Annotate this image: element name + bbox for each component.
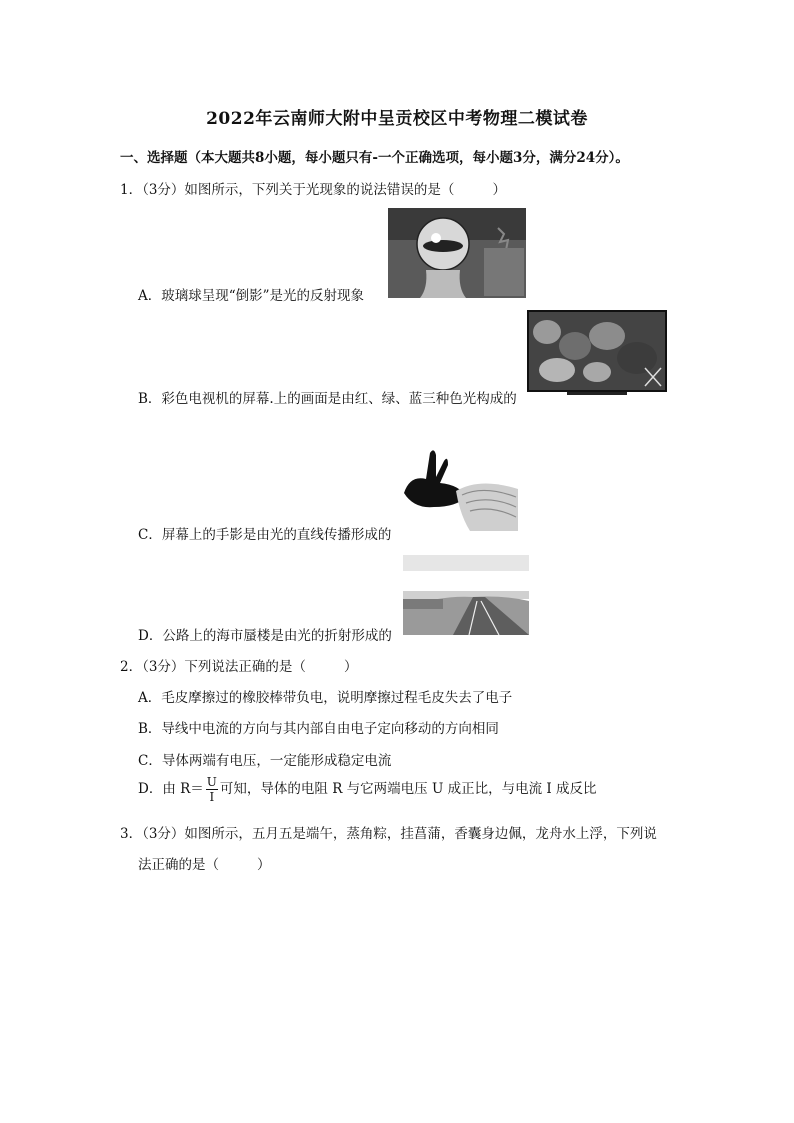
- question-2-option-a: A．毛皮摩擦过的橡胶棒带负电，说明摩擦过程毛皮失去了电子: [138, 690, 513, 706]
- question-3-stem-line-2: [138, 853, 271, 873]
- question-2-stem-close: ）: [343, 659, 358, 675]
- question-1-option-b: B．彩色电视机的屏幕.上的画面是由红、绿、蓝三种色光构成的: [138, 391, 517, 407]
- formula-fraction: [206, 776, 218, 803]
- option-d-suffix: 可知，导体的电阻 R 与它两端电压 U 成正比，与电流 I 成反比: [219, 781, 597, 797]
- question-1-stem-close: ）: [492, 182, 506, 198]
- question-1-option-c: C．屏幕上的手影是由光的直线传播形成的: [138, 527, 392, 543]
- question-2-option-b: B．导线中电流的方向与其内部自由电子定向移动的方向相同: [138, 721, 499, 737]
- question-2-option-d: [138, 776, 597, 803]
- question-2-stem: [120, 655, 357, 675]
- color-tv-image: [527, 310, 667, 396]
- question-1-stem: [120, 178, 506, 198]
- question-2-stem-text: 2．（3分）下列说法正确的是（: [120, 659, 306, 675]
- question-3-stem-line-1: 3．（3分）如图所示，五月五是端午，蒸角粽，挂菖蒲，香囊身边佩，龙舟水上浮，下列说: [120, 826, 657, 842]
- option-d-prefix: D．由 R＝: [138, 781, 204, 797]
- page-title: 2022年云南师大附中呈贡校区中考物理二模试卷: [206, 109, 588, 129]
- color-tv-photo: [527, 310, 667, 396]
- glass-ball-image: [388, 208, 526, 298]
- road-mirage-photo: [403, 551, 529, 635]
- question-1-option-d: D．公路上的海市蜃楼是由光的折射形成的: [138, 628, 392, 644]
- glass-ball-photo: [388, 208, 526, 298]
- question-1-option-a: A．玻璃球呈现“倒影”是光的反射现象: [138, 288, 365, 304]
- question-3-stem-text: 法正确的是（: [138, 857, 219, 873]
- question-3-stem-close: ）: [257, 857, 271, 873]
- road-mirage-image: [403, 551, 529, 635]
- hand-shadow-image: [400, 445, 518, 531]
- hand-shadow-rabbit-photo: [400, 445, 518, 531]
- question-1-stem-text: 1．（3分）如图所示，下列关于光现象的说法错误的是（: [120, 182, 455, 198]
- fraction-numerator: U: [206, 775, 217, 789]
- question-2-option-c: C．导体两端有电压，一定能形成稳定电流: [138, 753, 392, 769]
- section-heading: 一、选择题（本大题共8小题，每小题只有-一个正确选项，每小题3分，满分24分）。: [120, 150, 629, 166]
- fraction-denominator: I: [209, 790, 215, 804]
